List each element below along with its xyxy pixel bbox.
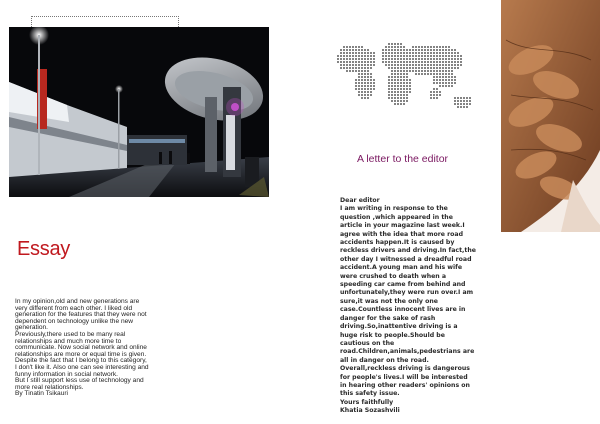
essay-paragraph: Despite the fact that I belong to this category, I don't like it. Also one can see interesting and funny information in social network. bbox=[15, 357, 149, 378]
essay-body bbox=[15, 299, 150, 398]
letter-signature: Khatia Sozashvili bbox=[340, 407, 400, 415]
essay-paragraph: In my opinion,old and new generations are very different from each other. I liked old generation for the features that they were not dependent on technology unlike the new generation. bbox=[15, 298, 147, 332]
dotted-world-map-icon bbox=[335, 32, 478, 124]
letter-text: I am writing in response to the question ,which appeared in the article in your magazine last week.I agree with the idea that more road accidents happen.It is caused by reckless drivers and driving.In fact,the other day I witnessed a dreadful road accident.A young man and his wife were crushed to death when a speeding car came from behind and unfortunately,they were run over.I am sure,it was not the only one case.Countless innocent lives are in danger for the sake of rash driving.So,inattentive driving is a huge risk to people.Should be cautious on the road.Children,animals,pedestrians are all in danger on the road. Overall,reckless driving is dangerous for people's lives.I will be interested in hearing other readers' opinions on this safety issue. bbox=[340, 205, 476, 398]
dotted-frame bbox=[31, 16, 179, 27]
braided-hair-illustration bbox=[501, 0, 600, 232]
essay-author: By Tinatin Tsikauri bbox=[15, 390, 69, 398]
braided-hair-photo bbox=[501, 0, 600, 232]
world-map-graphic bbox=[335, 32, 478, 124]
essay-paragraph: But I still support less use of technology and more real relationships. bbox=[15, 377, 144, 391]
essay-paragraph: Previously,there used to be many real relationships and much more time to communicate. Now social network and online relationships are more or equal time is given. bbox=[15, 330, 147, 358]
city-night-photo bbox=[9, 27, 269, 197]
essay-title: Essay bbox=[17, 238, 70, 260]
city-night-illustration bbox=[9, 27, 269, 197]
letter-body bbox=[340, 197, 476, 416]
letter-title: A letter to the editor bbox=[357, 153, 449, 165]
letter-greeting: Dear editor bbox=[340, 197, 380, 204]
letter-closing: Yours faithfully bbox=[340, 398, 394, 406]
